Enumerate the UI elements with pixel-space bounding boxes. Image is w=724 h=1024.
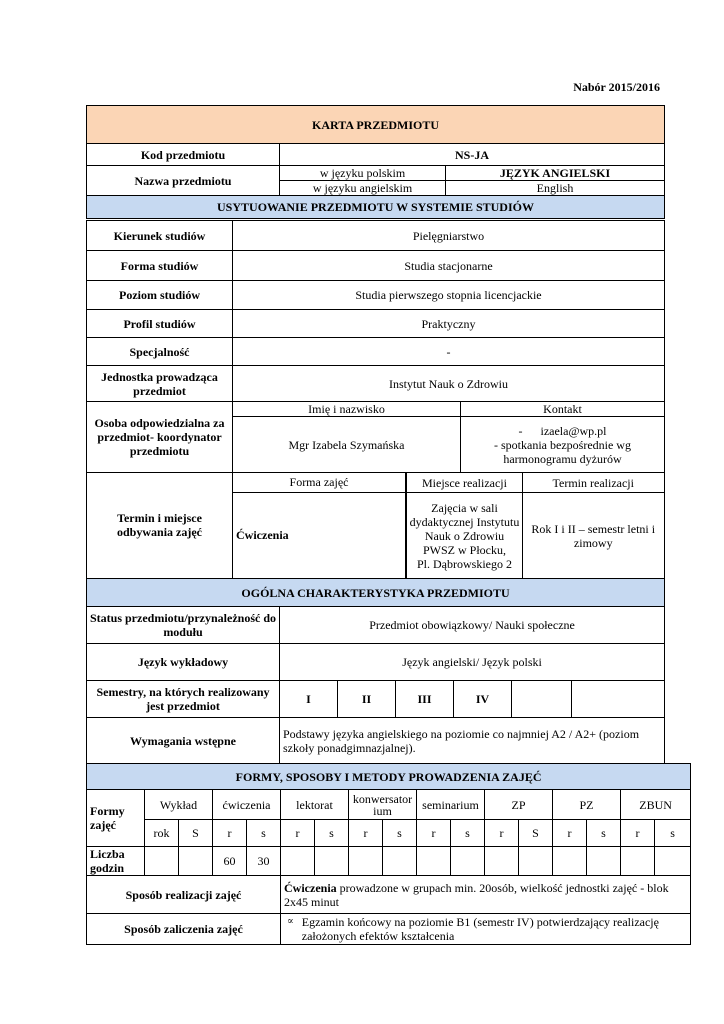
sposob-realizacji-bold: Ćwiczenia [284, 880, 337, 895]
godziny-row [87, 847, 691, 876]
osoba-label: Osoba odpowiedzialna za przedmiot- koordynator przedmiotu [87, 402, 233, 473]
profil-label: Profil studiów [87, 310, 233, 338]
card-table-top [86, 105, 665, 219]
godziny-cell [553, 847, 587, 876]
form-sub-cell: rok [145, 820, 179, 847]
nabor-label: Nabór 2015/2016 [573, 80, 660, 94]
nazwa-label: Nazwa przedmiotu [87, 166, 280, 196]
ogolna-title: OGÓLNA CHARAKTERYSTYKA PRZEDMIOTU [87, 579, 665, 607]
osoba-contact-header: Kontakt [461, 402, 665, 417]
nazwa-en-label: w języku angielskim [280, 181, 446, 196]
specjalnosc-label: Specjalność [87, 338, 233, 366]
usytuowanie-table [86, 220, 665, 579]
termin-miejsce-header: Miejsce realizacji [407, 473, 523, 492]
poziom-value: Studia pierwszego stopnia licencjackie [233, 281, 665, 310]
form-sub-row [87, 820, 691, 847]
sposob-realizacji-label: Sposób realizacji zajęć [87, 876, 281, 914]
nazwa-pl-label: w języku polskim [280, 166, 446, 181]
form-sub-cell: s [451, 820, 485, 847]
form-sub-cell: s [247, 820, 281, 847]
termin-label: Termin i miejsce odbywania zajęć [87, 473, 233, 579]
poziom-label: Poziom studiów [87, 281, 233, 310]
godziny-cell [621, 847, 655, 876]
form-sub-cell: s [383, 820, 417, 847]
sposob-realizacji-value [281, 876, 691, 914]
form-sub-cell: r [485, 820, 519, 847]
profil-value: Praktyczny [233, 310, 665, 338]
semestry-label: Semestry, na których realizowany jest przedmiot [87, 681, 280, 718]
form-sub-cell: S [519, 820, 553, 847]
osoba-contact [461, 417, 665, 473]
formy-title: FORMY, SPOSOBY I METODY PROWADZENIA ZAJĘĆ [87, 764, 691, 790]
termin-header-split [406, 473, 665, 493]
semestr-cell: IV [454, 681, 512, 718]
termin-miejsce-text: Zajęcia w sali dydaktycznej Instytutu Nauk o Zdrowiu PWSZ w Płocku, [409, 500, 520, 557]
forma-studiow-label: Forma studiów [87, 251, 233, 281]
godziny-cell [655, 847, 691, 876]
usytuowanie-title: USYTUOWANIE PRZEDMIOTU W SYSTEMIE STUDIÓW [87, 196, 665, 219]
form-type-zp: ZP [485, 790, 553, 820]
form-type-wyklad: Wykład [145, 790, 213, 820]
osoba-name-header: Imię i nazwisko [233, 402, 461, 417]
godziny-cell [485, 847, 519, 876]
form-sub-cell: r [281, 820, 315, 847]
sposob-zaliczenia-text: Egzamin końcowy na poziomie B1 (semestr IV) potwierdzający realizację założonych efektów kształcenia [301, 915, 659, 943]
formy-table [86, 763, 691, 945]
form-type-zbun: ZBUN [621, 790, 691, 820]
form-sub-cell: s [587, 820, 621, 847]
godziny-cell [519, 847, 553, 876]
form-sub-cell: s [315, 820, 349, 847]
godziny-cell: 30 [247, 847, 281, 876]
formy-label: Formy zajęć [87, 790, 145, 847]
termin-miejsce [407, 493, 523, 579]
kierunek-label: Kierunek studiów [87, 221, 233, 251]
form-type-konwersatorium: konwersatorium [349, 790, 417, 820]
form-sub-cell: r [553, 820, 587, 847]
jezyk-value: Język angielski/ Język polski [280, 644, 665, 681]
jednostka-label: Jednostka prowadząca przedmiot [87, 366, 233, 402]
semestr-cell [572, 681, 665, 718]
godziny-cell [383, 847, 417, 876]
godziny-cell [417, 847, 451, 876]
status-label: Status przedmiotu/przynależność do modułu [87, 607, 280, 644]
jednostka-value: Instytut Nauk o Zdrowiu [233, 366, 665, 402]
termin-body-split [406, 492, 665, 578]
form-sub-cell: r [417, 820, 451, 847]
form-type-seminarium: seminarium [417, 790, 485, 820]
godziny-cell [451, 847, 485, 876]
godziny-cell [315, 847, 349, 876]
termin-forma-header: Forma zajęć [233, 473, 406, 493]
forma-studiow-value: Studia stacjonarne [233, 251, 665, 281]
wymagania-value: Podstawy języka angielskiego na poziomie co najmniej A2 / A2+ (poziom szkoły ponadgimnazjalnej). [280, 718, 665, 764]
form-type-pz: PZ [553, 790, 621, 820]
nazwa-pl-value: JĘZYK ANGIELSKI [446, 166, 665, 181]
form-sub-cell: r [621, 820, 655, 847]
kod-label: Kod przedmiotu [87, 144, 280, 166]
ogolna-table [86, 578, 665, 764]
sposob-realizacji-text: prowadzone w grupach min. 20osób, wielkość jednostki zajęć - blok 2x45 minut [284, 880, 669, 909]
osoba-name: Mgr Izabela Szymańska [233, 417, 461, 473]
sposob-zaliczenia-value [281, 914, 691, 945]
termin-forma: Ćwiczenia [233, 492, 406, 578]
semestr-cell [512, 681, 572, 718]
form-sub-cell: r [213, 820, 247, 847]
semestr-cell: II [338, 681, 396, 718]
osoba-contact-meetings: - spotkania bezpośrednie wg harmonogramu dyżurów [494, 437, 631, 466]
termin-miejsce-address: Pl. Dąbrowskiego 2 [417, 556, 512, 571]
sposob-zaliczenia-label: Sposób zaliczenia zajęć [87, 914, 281, 945]
nazwa-en-value: English [446, 181, 665, 196]
form-sub-cell: r [349, 820, 383, 847]
status-value: Przedmiot obowiązkowy/ Nauki społeczne [280, 607, 665, 644]
godziny-cell [145, 847, 179, 876]
jezyk-label: Język wykładowy [87, 644, 280, 681]
bullet-icon: ∝ [287, 916, 294, 927]
osoba-contact-email: - izaela@wp.pl [518, 423, 607, 438]
godziny-cell [349, 847, 383, 876]
form-sub-cell: S [179, 820, 213, 847]
specjalnosc-value: - [233, 338, 665, 366]
card-title: KARTA PRZEDMIOTU [87, 106, 665, 144]
termin-value: Rok I i II – semestr letni i zimowy [523, 493, 665, 579]
termin-termin-header: Termin realizacji [523, 473, 665, 492]
godziny-cell [587, 847, 621, 876]
semestr-cell: III [396, 681, 454, 718]
kierunek-value: Pielęgniarstwo [233, 221, 665, 251]
form-type-lektorat: lektorat [281, 790, 349, 820]
semestr-cell: I [280, 681, 338, 718]
godziny-cell: 60 [213, 847, 247, 876]
godziny-cell [179, 847, 213, 876]
godziny-label: Liczba godzin [87, 847, 145, 876]
wymagania-label: Wymagania wstępne [87, 718, 280, 764]
form-type-cwiczenia: ćwiczenia [213, 790, 281, 820]
kod-value: NS-JA [280, 144, 665, 166]
godziny-cell [281, 847, 315, 876]
form-sub-cell: s [655, 820, 691, 847]
